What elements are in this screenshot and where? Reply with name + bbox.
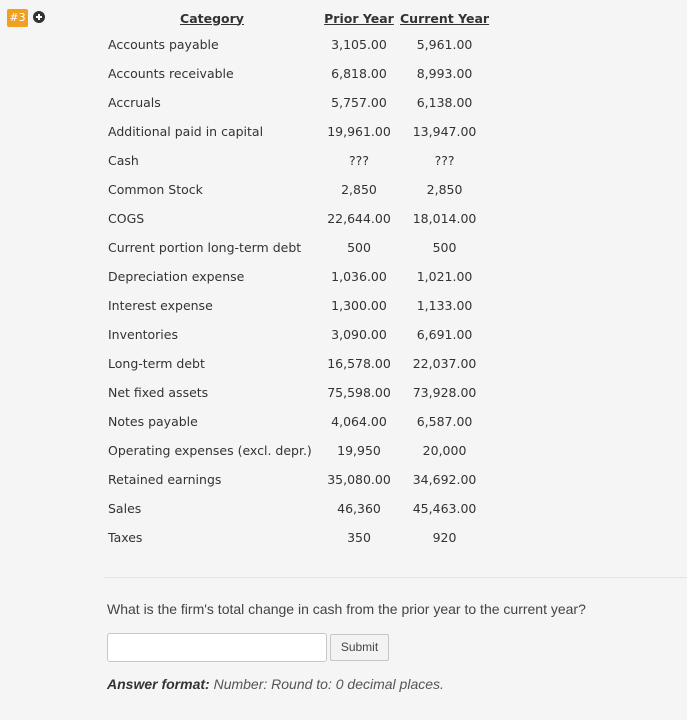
- row-category: Retained earnings: [108, 472, 222, 487]
- table-row: [104, 436, 491, 465]
- table-row: [104, 407, 491, 436]
- row-current-value: ???: [434, 153, 455, 168]
- row-prior-value: 35,080.00: [327, 472, 391, 487]
- row-prior-value: 19,950: [337, 443, 381, 458]
- row-category: Additional paid in capital: [108, 124, 264, 139]
- table-row: [104, 146, 491, 175]
- row-current-value: 6,138.00: [416, 95, 473, 110]
- row-prior-value: 16,578.00: [327, 356, 391, 371]
- row-prior-value: 4,064.00: [331, 414, 387, 429]
- row-prior-value: 46,360: [337, 501, 381, 516]
- table-row: [104, 117, 491, 146]
- row-prior-value: 500: [347, 240, 371, 255]
- row-current-value: 73,928.00: [412, 385, 477, 400]
- plus-circle-icon[interactable]: [33, 11, 45, 23]
- question-number-badge: #3: [7, 9, 28, 27]
- answer-format-label: Answer format:: [107, 676, 210, 692]
- row-category: Accounts payable: [108, 37, 219, 52]
- row-current-value: 34,692.00: [412, 472, 477, 487]
- table-row: [104, 262, 491, 291]
- row-prior-value: 6,818.00: [331, 66, 387, 81]
- table-row: [104, 291, 491, 320]
- row-prior-value: 3,105.00: [331, 37, 387, 52]
- table-row: [104, 465, 491, 494]
- row-category: Net fixed assets: [108, 385, 209, 400]
- table-row: [104, 59, 491, 88]
- row-current-value: 5,961.00: [416, 37, 473, 52]
- row-category: Long-term debt: [108, 356, 205, 371]
- submit-button[interactable]: Submit: [330, 634, 389, 661]
- row-current-value: 13,947.00: [412, 124, 477, 139]
- row-category: Inventories: [108, 327, 178, 342]
- row-category: COGS: [108, 211, 145, 226]
- row-category: Depreciation expense: [108, 269, 245, 284]
- row-category: Sales: [108, 501, 142, 516]
- row-prior-value: 350: [347, 530, 371, 545]
- row-current-value: 8,993.00: [416, 66, 473, 81]
- header-current-year: Current Year: [400, 10, 490, 26]
- table-header-row: [104, 6, 491, 30]
- row-current-value: 20,000: [422, 443, 467, 458]
- row-prior-value: 75,598.00: [327, 385, 391, 400]
- answer-format-text: Number: Round to: 0 decimal places.: [213, 676, 444, 692]
- row-category: Accounts receivable: [108, 66, 234, 81]
- row-current-value: 45,463.00: [412, 501, 477, 516]
- row-category: Operating expenses (excl. depr.): [108, 443, 312, 458]
- row-prior-value: 3,090.00: [331, 327, 387, 342]
- row-prior-value: 1,036.00: [331, 269, 387, 284]
- section-divider: [104, 577, 687, 578]
- table-row: [104, 204, 491, 233]
- table-row: [104, 378, 491, 407]
- row-prior-value: 2,850: [341, 182, 377, 197]
- row-current-value: 500: [432, 240, 457, 255]
- row-category: Interest expense: [108, 298, 213, 313]
- header-prior-year: Prior Year: [324, 10, 394, 26]
- row-category: Taxes: [108, 530, 143, 545]
- table-row: [104, 233, 491, 262]
- question-text: What is the firm's total change in cash from the prior year to the current year?: [107, 601, 586, 617]
- row-category: Cash: [108, 153, 139, 168]
- row-prior-value: 19,961.00: [327, 124, 391, 139]
- row-prior-value: 5,757.00: [331, 95, 387, 110]
- row-category: Current portion long-term debt: [108, 240, 302, 255]
- row-current-value: 6,691.00: [416, 327, 473, 342]
- table-row: [104, 30, 491, 59]
- row-current-value: 2,850: [426, 182, 463, 197]
- row-category: Notes payable: [108, 414, 198, 429]
- table-row: [104, 88, 491, 117]
- header-category: Category: [180, 10, 244, 26]
- row-prior-value: 1,300.00: [331, 298, 387, 313]
- row-category: Accruals: [108, 95, 161, 110]
- table-row: [104, 320, 491, 349]
- row-current-value: 920: [432, 530, 457, 545]
- table-row: [104, 175, 491, 204]
- table-row: [104, 494, 491, 523]
- table-row: [104, 523, 491, 552]
- row-current-value: 18,014.00: [412, 211, 477, 226]
- answer-format-hint: [107, 676, 444, 692]
- row-current-value: 1,133.00: [416, 298, 473, 313]
- table-row: [104, 349, 491, 378]
- financial-data-table: [104, 6, 491, 552]
- row-prior-value: ???: [349, 153, 369, 168]
- answer-input[interactable]: [107, 633, 327, 662]
- row-category: Common Stock: [108, 182, 203, 197]
- row-current-value: 1,021.00: [416, 269, 473, 284]
- row-prior-value: 22,644.00: [327, 211, 391, 226]
- row-current-value: 6,587.00: [416, 414, 473, 429]
- row-current-value: 22,037.00: [412, 356, 477, 371]
